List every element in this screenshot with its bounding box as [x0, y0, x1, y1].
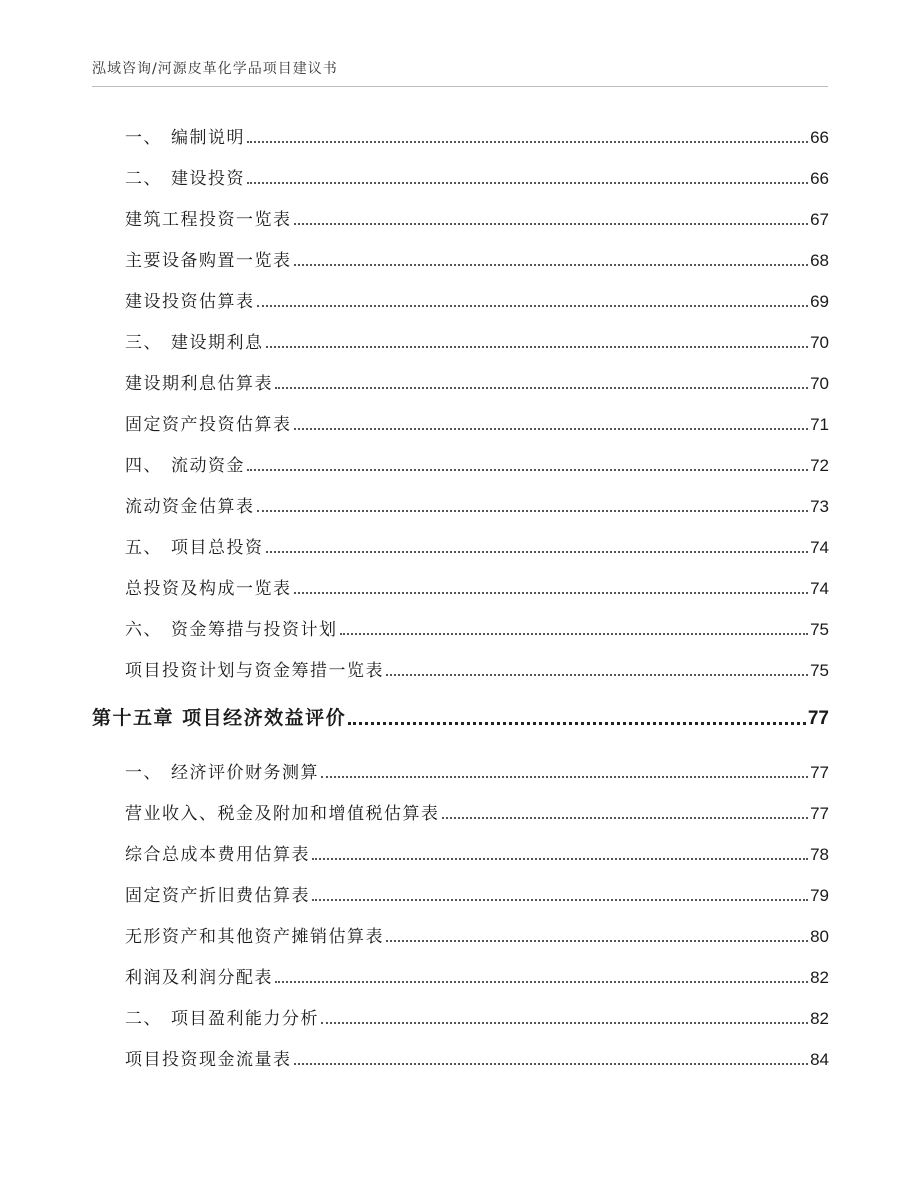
toc-entry-title: 资金筹措与投资计划: [171, 620, 338, 640]
toc-entry-title: 项目投资计划与资金筹措一览表: [125, 661, 384, 681]
toc-entry[interactable]: [125, 124, 829, 148]
toc-chapter-entry[interactable]: [92, 706, 829, 730]
toc-entry-title: 固定资产折旧费估算表: [125, 886, 310, 906]
toc-entry-title: 编制说明: [171, 128, 245, 148]
toc-entry-title: 经济评价财务测算: [171, 763, 319, 783]
toc-entry-title: 主要设备购置一览表: [125, 251, 292, 271]
toc-dot-leader: [321, 1021, 808, 1024]
toc-entry[interactable]: [125, 247, 829, 271]
toc-entry-title: 建筑工程投资一览表: [125, 210, 292, 230]
toc-dot-leader: [247, 140, 808, 143]
toc-entry[interactable]: [125, 964, 829, 988]
toc-page-number: 66: [810, 128, 829, 147]
toc-entry-title: 综合总成本费用估算表: [125, 845, 310, 865]
toc-dot-leader: [386, 939, 808, 942]
toc-page-number: 73: [810, 497, 829, 516]
toc-page-number: 74: [810, 579, 829, 598]
toc-entry[interactable]: [125, 493, 829, 517]
toc-entry-number: 六、: [125, 620, 162, 640]
toc-page-number: 78: [810, 845, 829, 864]
toc-entry-title: 项目总投资: [171, 538, 264, 558]
toc-dot-leader: [247, 181, 808, 184]
toc-entry[interactable]: [125, 452, 829, 476]
toc-entry-title: 建设投资估算表: [125, 292, 255, 312]
toc-page-number: 70: [810, 333, 829, 352]
toc-entry-title: 固定资产投资估算表: [125, 415, 292, 435]
toc-entry[interactable]: [125, 759, 829, 783]
toc-dot-leader: [348, 721, 806, 725]
toc-entry-title: 无形资产和其他资产摊销估算表: [125, 927, 384, 947]
toc-dot-leader: [321, 775, 808, 778]
toc-page-number: 67: [810, 210, 829, 229]
toc-dot-leader: [266, 345, 809, 348]
toc-entry[interactable]: [125, 800, 829, 824]
toc-page-number: 68: [810, 251, 829, 270]
toc-entry-number: 四、: [125, 456, 162, 476]
toc-entry-number: 二、: [125, 1009, 162, 1029]
toc-entry[interactable]: [125, 616, 829, 640]
toc-page-number: 77: [810, 804, 829, 823]
toc-dot-leader: [312, 898, 808, 901]
toc-entry[interactable]: [125, 882, 829, 906]
toc-entry[interactable]: [125, 1005, 829, 1029]
toc-entry[interactable]: [125, 841, 829, 865]
toc-page-number: 77: [807, 708, 829, 729]
toc-entry-number: 一、: [125, 128, 162, 148]
toc-entry[interactable]: [125, 206, 829, 230]
toc-page-number: 75: [810, 661, 829, 680]
toc-dot-leader: [257, 509, 809, 512]
toc-dot-leader: [294, 427, 809, 430]
toc-page-number: 82: [810, 1009, 829, 1028]
toc-entry[interactable]: [125, 288, 829, 312]
toc-page-number: 72: [810, 456, 829, 475]
toc-entry[interactable]: [125, 534, 829, 558]
toc-entry-title: 总投资及构成一览表: [125, 579, 292, 599]
toc-entry-title: 利润及利润分配表: [125, 968, 273, 988]
toc-entry[interactable]: [125, 370, 829, 394]
toc-entry-number: 三、: [125, 333, 162, 353]
toc-page-number: 80: [810, 927, 829, 946]
toc-entry[interactable]: [125, 1046, 829, 1070]
toc-page-number: 82: [810, 968, 829, 987]
toc-dot-leader: [442, 816, 809, 819]
page-header: 泓域咨询/河源皮革化学品项目建议书: [92, 58, 828, 87]
toc-dot-leader: [247, 468, 808, 471]
toc-page-number: 74: [810, 538, 829, 557]
toc-entry[interactable]: [125, 411, 829, 435]
toc-page-number: 84: [810, 1050, 829, 1069]
toc-dot-leader: [386, 673, 808, 676]
toc-dot-leader: [257, 304, 809, 307]
toc-entry[interactable]: [125, 923, 829, 947]
toc-dot-leader: [294, 1062, 809, 1065]
toc-page-number: 70: [810, 374, 829, 393]
toc-page-number: 69: [810, 292, 829, 311]
toc-entry-title: 流动资金估算表: [125, 497, 255, 517]
toc-entry-number: 二、: [125, 169, 162, 189]
toc-entry-title: 项目盈利能力分析: [171, 1009, 319, 1029]
toc-dot-leader: [275, 386, 808, 389]
toc-entry[interactable]: [125, 657, 829, 681]
toc-entry-title: 项目投资现金流量表: [125, 1050, 292, 1070]
toc-page-number: 66: [810, 169, 829, 188]
toc-dot-leader: [340, 632, 809, 635]
toc-page-number: 77: [810, 763, 829, 782]
toc-entry[interactable]: [125, 165, 829, 189]
toc-dot-leader: [266, 550, 809, 553]
toc-entry-title: 第十五章 项目经济效益评价: [92, 707, 347, 729]
toc-entry-title: 营业收入、税金及附加和增值税估算表: [125, 804, 440, 824]
toc-entry-number: 五、: [125, 538, 162, 558]
toc-dot-leader: [312, 857, 808, 860]
toc-dot-leader: [294, 263, 809, 266]
toc-entry-title: 建设投资: [171, 169, 245, 189]
toc-page-number: 71: [810, 415, 829, 434]
toc-dot-leader: [294, 222, 809, 225]
toc-entry-title: 建设期利息: [171, 333, 264, 353]
toc-dot-leader: [294, 591, 809, 594]
toc-entry-title: 流动资金: [171, 456, 245, 476]
toc-entry-number: 一、: [125, 763, 162, 783]
toc-page-number: 75: [810, 620, 829, 639]
toc-entry-title: 建设期利息估算表: [125, 374, 273, 394]
toc-page-number: 79: [810, 886, 829, 905]
toc-entry[interactable]: [125, 329, 829, 353]
toc-entry[interactable]: [125, 575, 829, 599]
toc-dot-leader: [275, 980, 808, 983]
